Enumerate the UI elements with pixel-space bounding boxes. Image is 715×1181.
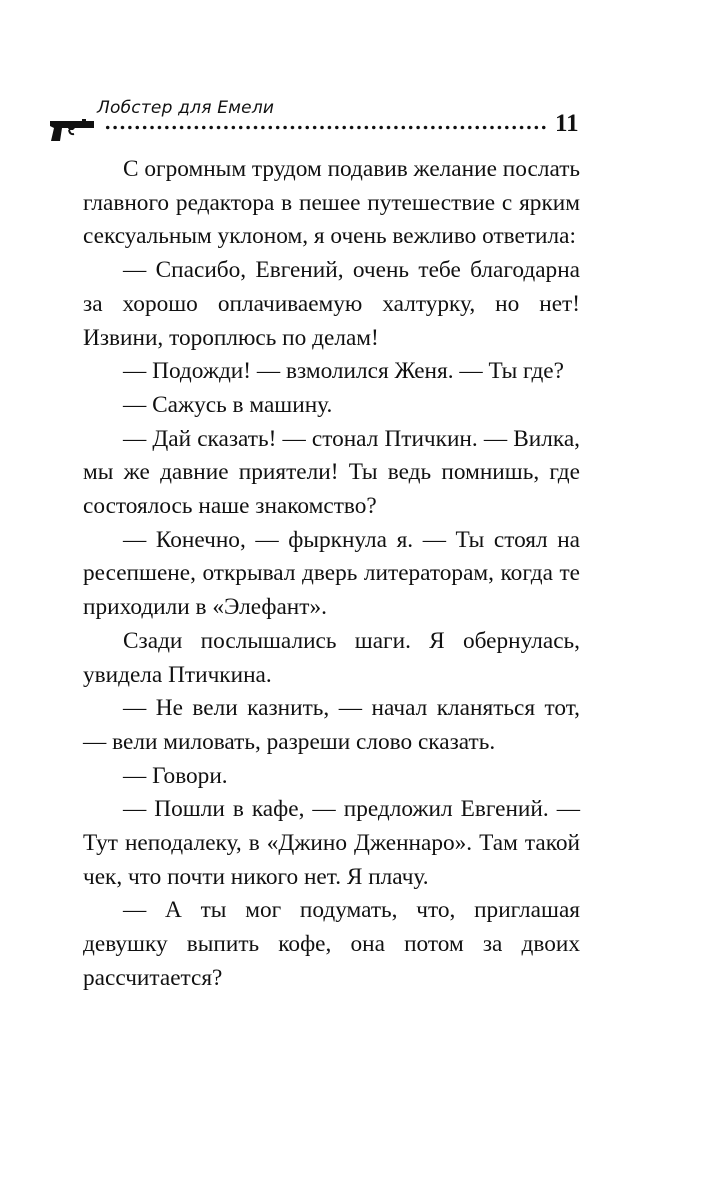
running-title: Лобстер для Емели	[97, 98, 275, 118]
paragraph: — Дай сказать! — стонал Птичкин. — Вилка, мы же давние приятели! Ты ведь помнишь, где состоялось наше знакомство?	[83, 425, 580, 520]
page-number: 11	[555, 110, 579, 137]
paragraph: — Спасибо, Евгений, очень тебе благодарна за хорошо оплачиваемую халтурку, но нет! Извини, тороплюсь по делам!	[83, 257, 580, 351]
paragraph: — Сажусь в машину.	[123, 391, 333, 418]
paragraph: С огромным трудом подавив желание послать главного редактора в пешее путешествие с ярким сексуальным уклоном, я очень вежливо ответила:	[83, 156, 580, 250]
paragraph: — Пошли в кафе, — предложил Евгений. — Тут неподалеку, в «Джино Дженнаро». Там такой чек, что почти никого нет. Я плачу.	[83, 796, 580, 890]
paragraph: — Конечно, — фыркнула я. — Ты стоял на ресепшене, открывал дверь литераторам, когда те приходили в «Элефант».	[83, 526, 580, 621]
revolver-icon	[48, 118, 100, 144]
paragraph: — Не вели казнить, — начал кланяться тот, — вели миловать, разреши слово сказать.	[83, 695, 580, 755]
dotted-leader	[104, 125, 548, 130]
paragraph: — Говори.	[123, 762, 228, 789]
page-body	[83, 153, 580, 996]
paragraph: Сзади послышались шаги. Я обернулась, увидела Птичкина.	[83, 627, 580, 688]
paragraph: — Подожди! — взмолился Женя. — Ты где?	[123, 358, 564, 385]
paragraph: — А ты мог подумать, что, приглашая девушку выпить кофе, она потом за двоих рассчитается?	[83, 897, 580, 991]
page-header	[0, 96, 715, 146]
